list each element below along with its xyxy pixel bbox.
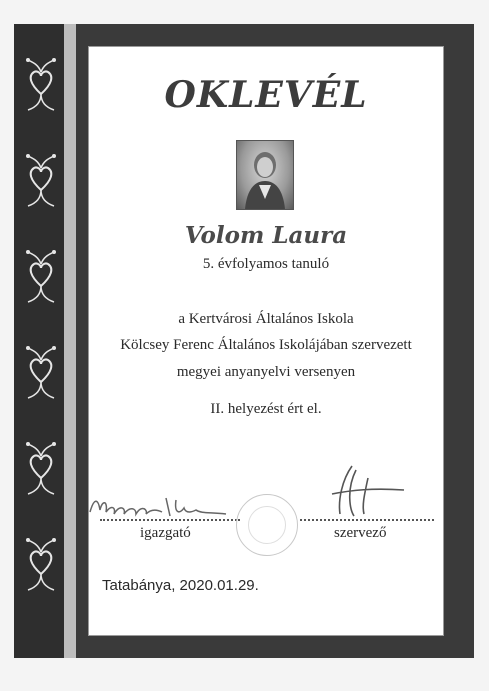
stamp-inner-ring: [248, 506, 286, 544]
recipient-name: Volom Laura: [184, 222, 348, 249]
heart-vine-ornament-icon: [20, 246, 62, 310]
placement-line: II. helyezést ért el.: [210, 401, 322, 417]
organizer-label: szervező: [334, 525, 387, 541]
heart-vine-ornament-icon: [20, 534, 62, 598]
heart-vine-ornament-icon: [20, 150, 62, 214]
grade-text: 5. évfolyamos tanuló: [202, 256, 330, 272]
certificate-title: OKLEVÉL: [164, 74, 368, 116]
director-label: igazgató: [140, 525, 191, 541]
organizer-signature-icon: [312, 460, 412, 520]
director-signature-line: [100, 519, 240, 521]
heart-vine-ornament-icon: [20, 342, 62, 406]
heart-vine-ornament-icon: [20, 54, 62, 118]
body-line: Kölcsey Ferenc Általános Iskolájában szervezett: [120, 337, 412, 353]
date-place: Tatabánya, 2020.01.29.: [102, 577, 259, 594]
organizer-signature-line: [300, 519, 434, 521]
heart-vine-ornament-icon: [20, 438, 62, 502]
portrait-engraving-icon: [236, 140, 294, 210]
body-line: megyei anyanyelvi versenyen: [176, 364, 356, 380]
body-line: a Kertvárosi Általános Iskola: [178, 311, 354, 327]
frame-stripe: [64, 24, 76, 658]
